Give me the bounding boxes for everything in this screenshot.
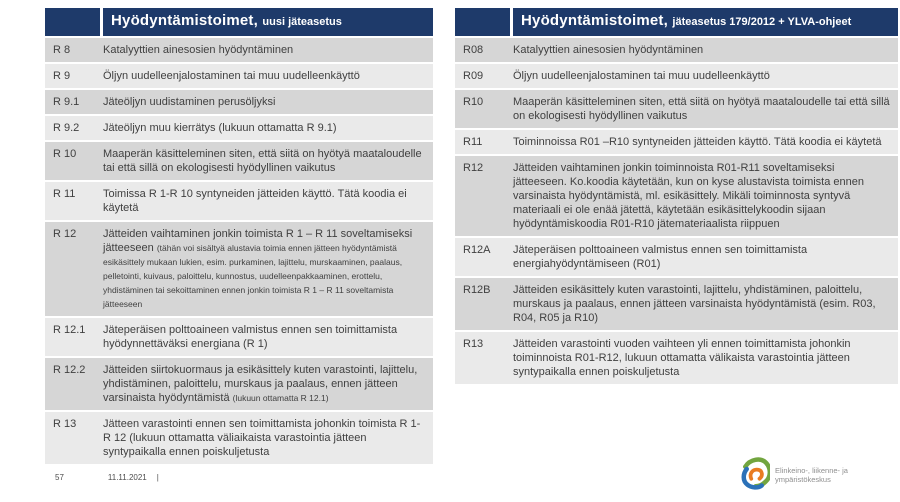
table-row xyxy=(45,116,433,140)
table-row xyxy=(455,332,898,384)
table-row xyxy=(45,222,433,316)
row-code: R 9 xyxy=(53,70,71,82)
row-text: Toimissa R 1-R 10 syntyneiden jätteiden käyttö. Tätä koodia ei käytetä xyxy=(103,188,407,214)
row-text: Jäteöljyn uudistaminen perusöljyksi xyxy=(103,96,276,108)
table-new-waste-regulation xyxy=(45,8,433,466)
row-text: Jätteiden esikäsittely kuten varastointi, lajittelu, yhdistäminen, paloittelu, murskaus ja paalaus, ennen jätteen varsinaista hyödyntämistä (esim. R03, R04, R05 ja R10) xyxy=(513,284,876,324)
table-row xyxy=(45,142,433,180)
row-code: R13 xyxy=(463,338,484,350)
row-description xyxy=(513,130,898,154)
table-row xyxy=(45,318,433,356)
table-regulation-179-2012 xyxy=(455,8,898,386)
table-row xyxy=(455,130,898,154)
row-code: R 10 xyxy=(53,148,77,160)
row-code: R 12.1 xyxy=(53,324,86,336)
table-row xyxy=(45,64,433,88)
footer-separator: | xyxy=(156,473,159,482)
row-description xyxy=(103,182,433,220)
ely-logo-icon xyxy=(740,456,770,494)
ely-logo-text xyxy=(775,466,848,484)
row-text: Öljyn uudelleenjalostaminen tai muu uudelleenkäyttö xyxy=(513,70,770,82)
row-code: R12B xyxy=(463,284,491,296)
ely-logo-line2: ympäristökeskus xyxy=(775,475,831,484)
table-left-header-row xyxy=(45,8,433,36)
row-text: Katalyyttien ainesosien hyödyntäminen xyxy=(513,44,704,56)
table-row xyxy=(45,412,433,464)
row-description xyxy=(103,142,433,180)
table-row xyxy=(455,64,898,88)
row-description xyxy=(103,318,433,356)
row-description xyxy=(103,64,433,88)
table-row xyxy=(45,358,433,410)
table-row xyxy=(45,182,433,220)
footer-date: 11.11.2021 xyxy=(107,473,147,482)
row-description xyxy=(103,116,433,140)
table-row xyxy=(455,238,898,276)
row-code: R 8 xyxy=(53,44,71,56)
row-description xyxy=(103,222,433,316)
row-description xyxy=(513,90,898,128)
row-description xyxy=(103,90,433,114)
row-text: Jäteperäisen polttoaineen valmistus ennen sen toimittamista energiahyödyntämiseen (R01) xyxy=(513,244,808,270)
row-code: R 9.1 xyxy=(53,96,80,108)
table-right-header-title-cell xyxy=(513,8,898,36)
page-number: 57 xyxy=(55,473,64,482)
row-text: Katalyyttien ainesosien hyödyntäminen xyxy=(103,44,294,56)
row-code: R12 xyxy=(463,162,484,174)
ely-centre-logo xyxy=(740,456,848,494)
row-code: R 12 xyxy=(53,228,77,240)
row-code: R 12.2 xyxy=(53,364,86,376)
row-text-small: (tähän voi sisältyä alustavia toimia ennen jätteen hyödyntämistä esikäsittely mukaan lukien, esim. purkaminen, lajittelu, murskaaminen, paalaus, pelletointi, kuivaus, paloittelu, kunnostus, uudelleenpakkaaminen, erottelu, yhdistäminen tai sekoittaminen ennen jonkin toimista R 1 – R 11 soveltamista jätteeseen xyxy=(103,243,403,309)
table-left-header-code-cell xyxy=(45,8,100,36)
table-row xyxy=(455,90,898,128)
row-text: Jätteiden vaihtaminen jonkin toiminnoista R01-R11 soveltamiseksi jätteeseen. Ko.koodia käytetään, kun on kyse alustavista toimista ennen varsinaista hyödyntämistä, ml. esikäsittely. Mikäli toiminnosta syntyvä materiaali ei ole enää jätettä, käytetään esikäsittelykoodin sijaan hyödyntämiskoodia R01-R10 jätemateriaalista riippuen xyxy=(513,162,864,230)
row-text: Maaperän käsitteleminen siten, että siitä on hyötyä maataloudelle tai että sillä on ekologisesti hyödyllinen vaikutus xyxy=(513,96,890,122)
table-row xyxy=(455,38,898,62)
row-code: R12A xyxy=(463,244,491,256)
slide-footer xyxy=(55,473,159,482)
row-description xyxy=(513,38,898,62)
row-description xyxy=(513,278,898,330)
row-text: Jätteiden vaihtaminen jonkin toimista R 1 – R 11 soveltamiseksi jätteeseen xyxy=(103,228,413,254)
row-code: R09 xyxy=(463,70,484,82)
table-left-header-title-cell xyxy=(103,8,433,36)
row-description xyxy=(103,358,433,410)
row-description xyxy=(513,64,898,88)
row-description xyxy=(103,38,433,62)
row-text: Jätteen varastointi ennen sen toimittamista johonkin toimista R 1- R 12 (lukuun ottamatta väliaikaista varastointia jätteen syntypaikalla ennen poiskuljetusta xyxy=(103,418,421,458)
row-text: Jätteiden varastointi vuoden vaihteen yli ennen toimittamista johonkin toiminnoista R01-R12, lukuun ottamatta välikaista varastointia jätteen syntypaikalla ennen poiskuljetusta xyxy=(513,338,851,378)
row-description xyxy=(513,332,898,384)
row-code: R08 xyxy=(463,44,484,56)
ely-logo-line1: Elinkeino-, liikenne- ja xyxy=(775,466,848,475)
row-text: Jäteperäisen polttoaineen valmistus ennen sen toimittamista hyödynnettäväksi energiana (R 1) xyxy=(103,324,398,350)
row-description xyxy=(513,238,898,276)
table-right-title: Hyödyntämistoimet, xyxy=(521,12,668,29)
table-left-title: Hyödyntämistoimet, xyxy=(111,12,258,29)
row-code: R 11 xyxy=(53,188,76,200)
table-right-subtitle: jäteasetus 179/2012 + YLVA-ohjeet xyxy=(672,16,852,28)
table-row xyxy=(455,156,898,236)
row-description xyxy=(103,412,433,464)
row-text: Toiminnoissa R01 –R10 syntyneiden jätteiden käyttö. Tätä koodia ei käytetä xyxy=(513,136,882,148)
row-code: R 9.2 xyxy=(53,122,80,134)
row-description xyxy=(513,156,898,236)
table-row xyxy=(455,278,898,330)
row-code: R10 xyxy=(463,96,484,108)
row-code: R11 xyxy=(463,136,483,148)
table-right-header-row xyxy=(455,8,898,36)
table-left-subtitle: uusi jäteasetus xyxy=(262,16,342,28)
row-text: Jäteöljyn muu kierrätys (lukuun ottamatta R 9.1) xyxy=(103,122,337,134)
row-text-small: (lukuun ottamatta R 12.1) xyxy=(232,393,329,403)
row-code: R 13 xyxy=(53,418,77,430)
row-text: Öljyn uudelleenjalostaminen tai muu uudelleenkäyttö xyxy=(103,70,360,82)
table-row xyxy=(45,90,433,114)
table-right-header-code-cell xyxy=(455,8,510,36)
row-text: Maaperän käsitteleminen siten, että siitä on hyötyä maataloudelle tai että sillä on ekologisesti hyödyllinen vaikutus xyxy=(103,148,422,174)
row-text: Jätteiden siirtokuormaus ja esikäsittely kuten varastointi, lajittelu, yhdistäminen, paloittelu, murskaus ja paalaus, ennen jätteen varsinaista hyödyntämistä xyxy=(103,364,418,404)
table-row xyxy=(45,38,433,62)
